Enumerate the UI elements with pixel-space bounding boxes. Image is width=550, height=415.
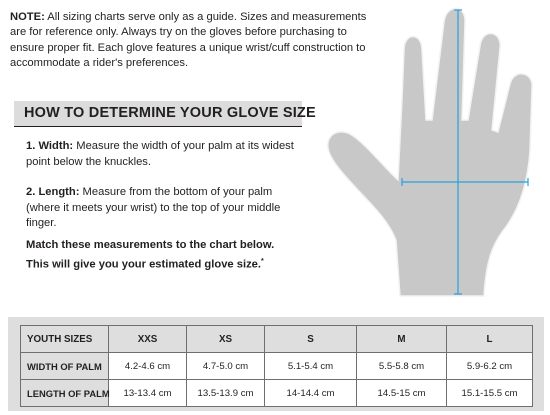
section-heading: HOW TO DETERMINE YOUR GLOVE SIZE (24, 105, 316, 121)
header-size-l: L (447, 326, 533, 353)
row-label-length: LENGTH OF PALM (21, 380, 109, 407)
match-line-1: Match these measurements to the chart below. (26, 239, 275, 251)
table-header-row (21, 326, 533, 353)
table-cell: 5.5-5.8 cm (357, 353, 447, 380)
step-width (26, 139, 296, 170)
header-size-m: M (357, 326, 447, 353)
table-cell: 4.2-4.6 cm (109, 353, 187, 380)
step-length-text: Measure from the bottom of your palm (where it meets your wrist) to the top of your middle finger. (26, 186, 281, 229)
section-heading-bar (14, 101, 316, 126)
hand-silhouette (328, 9, 532, 297)
table-cell: 5.9-6.2 cm (447, 353, 533, 380)
table-cell: 15.1-15.5 cm (447, 380, 533, 407)
size-chart-table (20, 325, 533, 407)
note-text: All sizing charts serve only as a guide. Sizes and measurements are for reference only. Always try on the gloves before purchasing to ensure proper fit. Each glove features a unique wrist/cuff construction to accommodate a rider's preferences. (10, 11, 367, 70)
hand-diagram (322, 0, 550, 300)
step-length-label: 2. Length: (26, 186, 80, 198)
table-cell: 14.5-15 cm (357, 380, 447, 407)
step-length (26, 185, 296, 232)
heading-underline (14, 126, 302, 127)
table-cell: 14-14.4 cm (265, 380, 357, 407)
table-cell: 13.5-13.9 cm (187, 380, 265, 407)
size-chart-panel (8, 317, 544, 411)
match-instruction (26, 238, 311, 273)
table-cell: 4.7-5.0 cm (187, 353, 265, 380)
table-row (21, 353, 533, 380)
table-row (21, 380, 533, 407)
step-width-label: 1. Width: (26, 140, 74, 152)
row-label-width: WIDTH OF PALM (21, 353, 109, 380)
match-line-2: This will give you your estimated glove size.* (26, 257, 264, 271)
step-width-text: Measure the width of your palm at its widest point below the knuckles. (26, 140, 294, 168)
header-size-xxs: XXS (109, 326, 187, 353)
sizing-note (10, 10, 370, 72)
table-cell: 5.1-5.4 cm (265, 353, 357, 380)
table-cell: 13-13.4 cm (109, 380, 187, 407)
header-youth-sizes: YOUTH SIZES (21, 326, 109, 353)
note-label: NOTE: (10, 11, 45, 23)
header-size-xs: XS (187, 326, 265, 353)
header-size-s: S (265, 326, 357, 353)
